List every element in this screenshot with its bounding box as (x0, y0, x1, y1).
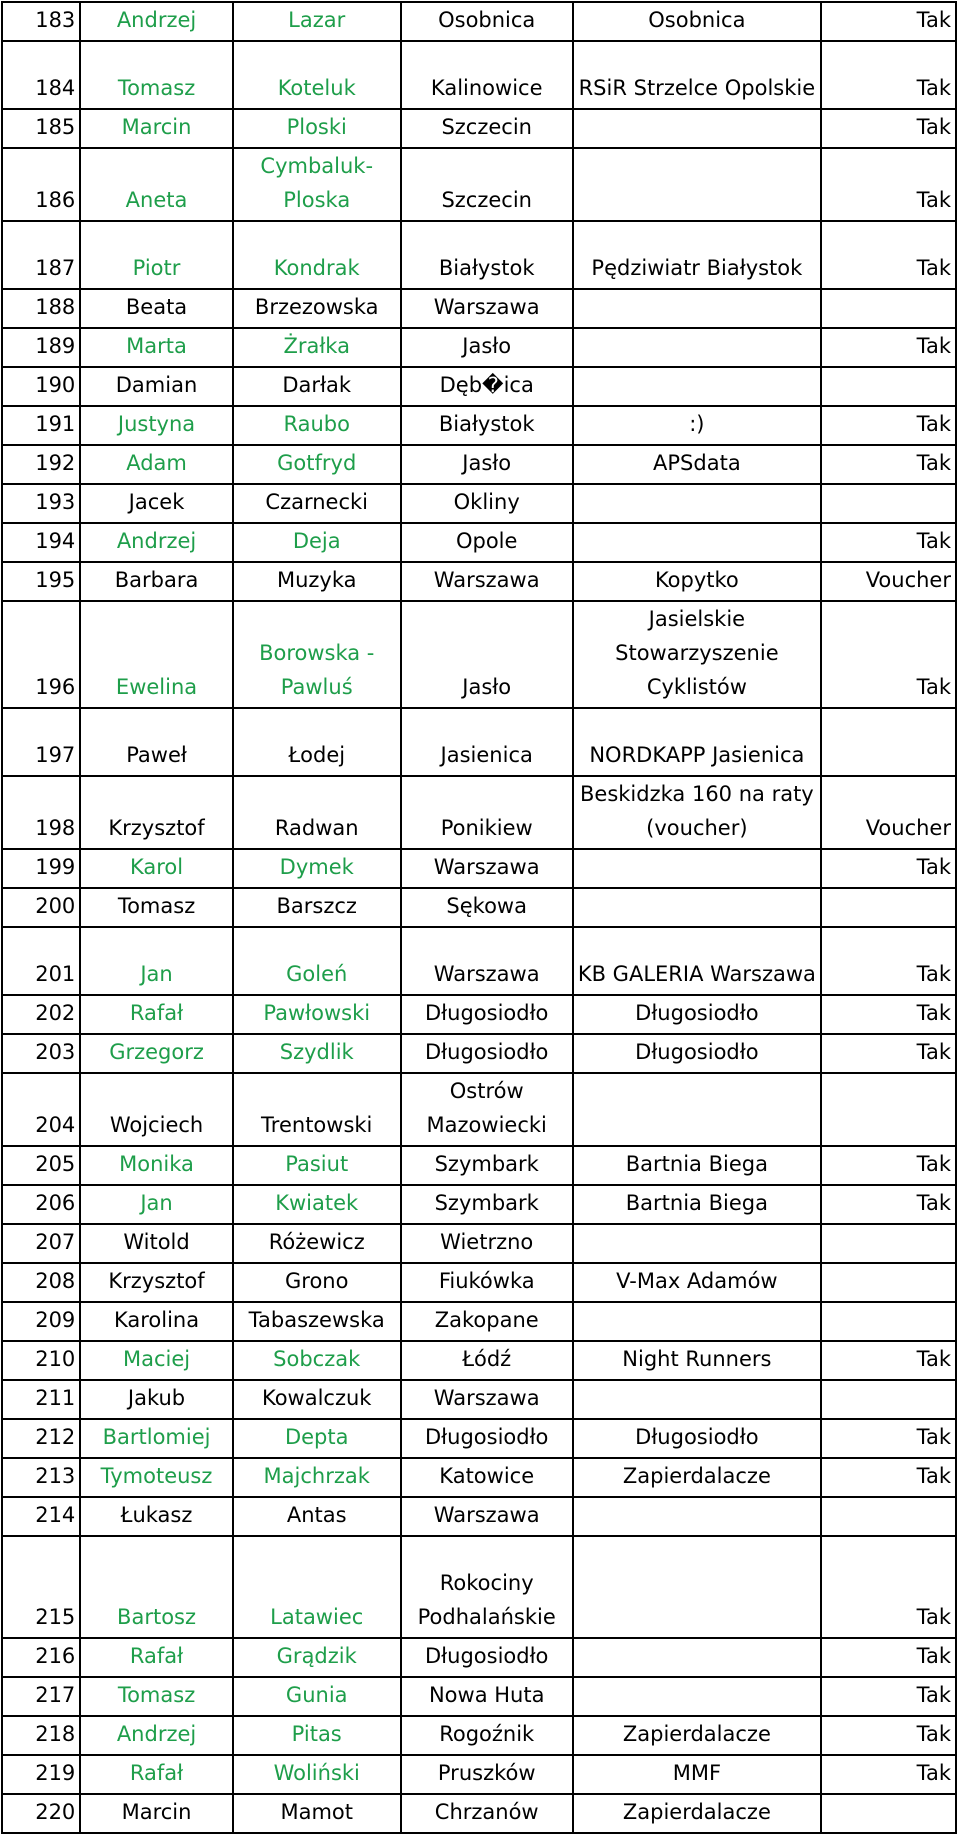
table-row (2, 1224, 956, 1263)
row-number-cell: 206 (2, 1185, 80, 1224)
club-cell: Bartnia Biega (573, 1146, 821, 1185)
club-cell (573, 148, 821, 221)
first-name-cell: Damian (80, 367, 232, 406)
club-cell (573, 888, 821, 927)
city-cell: Ponikiew (401, 776, 573, 849)
row-number-cell: 199 (2, 849, 80, 888)
city-cell: Szczecin (401, 109, 573, 148)
club-cell: Beskidzka 160 na raty (voucher) (573, 776, 821, 849)
last-name-cell: Majchrzak (233, 1458, 401, 1497)
club-cell: Długosiodło (573, 995, 821, 1034)
city-cell: Długosiodło (401, 1638, 573, 1677)
status-cell: Tak (821, 1638, 956, 1677)
city-cell: Ostrów Mazowiecki (401, 1073, 573, 1146)
first-name-cell: Jakub (80, 1380, 232, 1419)
row-number-cell: 204 (2, 1073, 80, 1146)
row-number-cell: 187 (2, 221, 80, 289)
city-cell: Długosiodło (401, 1419, 573, 1458)
row-number-cell: 195 (2, 562, 80, 601)
last-name-cell: Kwiatek (233, 1185, 401, 1224)
last-name-cell: Darłak (233, 367, 401, 406)
first-name-cell: Beata (80, 289, 232, 328)
last-name-cell: Antas (233, 1497, 401, 1536)
club-cell: Zapierdalacze (573, 1458, 821, 1497)
last-name-cell: Borowska - Pawluś (233, 601, 401, 708)
first-name-cell: Jan (80, 927, 232, 995)
status-cell (821, 708, 956, 776)
club-cell (573, 1677, 821, 1716)
row-number-cell: 201 (2, 927, 80, 995)
first-name-cell: Łukasz (80, 1497, 232, 1536)
club-cell: Jasielskie Stowarzyszenie Cyklistów (573, 601, 821, 708)
row-number-cell: 210 (2, 1341, 80, 1380)
first-name-cell: Andrzej (80, 2, 232, 41)
first-name-cell: Ewelina (80, 601, 232, 708)
first-name-cell: Marcin (80, 109, 232, 148)
club-cell: APSdata (573, 445, 821, 484)
table-row (2, 849, 956, 888)
first-name-cell: Andrzej (80, 1716, 232, 1755)
status-cell: Tak (821, 849, 956, 888)
club-cell: NORDKAPP Jasienica (573, 708, 821, 776)
row-number-cell: 183 (2, 2, 80, 41)
row-number-cell: 185 (2, 109, 80, 148)
city-cell: Wietrzno (401, 1224, 573, 1263)
row-number-cell: 220 (2, 1794, 80, 1833)
last-name-cell: Pasiut (233, 1146, 401, 1185)
first-name-cell: Justyna (80, 406, 232, 445)
last-name-cell: Żrałka (233, 328, 401, 367)
first-name-cell: Karol (80, 849, 232, 888)
table-row (2, 445, 956, 484)
first-name-cell: Marta (80, 328, 232, 367)
status-cell: Tak (821, 1419, 956, 1458)
table-row (2, 1419, 956, 1458)
last-name-cell: Deja (233, 523, 401, 562)
club-cell (573, 1224, 821, 1263)
first-name-cell: Krzysztof (80, 776, 232, 849)
table-row (2, 562, 956, 601)
last-name-cell: Kowalczuk (233, 1380, 401, 1419)
status-cell: Tak (821, 221, 956, 289)
club-cell (573, 1497, 821, 1536)
city-cell: Dęb�ica (401, 367, 573, 406)
city-cell: Warszawa (401, 927, 573, 995)
status-cell: Tak (821, 41, 956, 109)
table-row (2, 1341, 956, 1380)
status-cell: Tak (821, 445, 956, 484)
first-name-cell: Jan (80, 1185, 232, 1224)
city-cell: Osobnica (401, 2, 573, 41)
club-cell: :) (573, 406, 821, 445)
city-cell: Rokociny Podhalańskie (401, 1536, 573, 1638)
table-row (2, 1677, 956, 1716)
row-number-cell: 205 (2, 1146, 80, 1185)
first-name-cell: Tymoteusz (80, 1458, 232, 1497)
row-number-cell: 218 (2, 1716, 80, 1755)
last-name-cell: Gunia (233, 1677, 401, 1716)
club-cell: Kopytko (573, 562, 821, 601)
row-number-cell: 194 (2, 523, 80, 562)
last-name-cell: Goleń (233, 927, 401, 995)
city-cell: Zakopane (401, 1302, 573, 1341)
row-number-cell: 216 (2, 1638, 80, 1677)
last-name-cell: Brzezowska (233, 289, 401, 328)
status-cell: Tak (821, 109, 956, 148)
first-name-cell: Paweł (80, 708, 232, 776)
city-cell: Katowice (401, 1458, 573, 1497)
row-number-cell: 219 (2, 1755, 80, 1794)
city-cell: Nowa Huta (401, 1677, 573, 1716)
table-row (2, 221, 956, 289)
club-cell: Długosiodło (573, 1034, 821, 1073)
last-name-cell: Barszcz (233, 888, 401, 927)
first-name-cell: Barbara (80, 562, 232, 601)
status-cell: Tak (821, 523, 956, 562)
last-name-cell: Mamot (233, 1794, 401, 1833)
last-name-cell: Koteluk (233, 41, 401, 109)
status-cell: Tak (821, 1677, 956, 1716)
last-name-cell: Różewicz (233, 1224, 401, 1263)
club-cell: Zapierdalacze (573, 1794, 821, 1833)
row-number-cell: 191 (2, 406, 80, 445)
row-number-cell: 217 (2, 1677, 80, 1716)
city-cell: Białystok (401, 406, 573, 445)
first-name-cell: Tomasz (80, 888, 232, 927)
table-row (2, 1716, 956, 1755)
row-number-cell: 196 (2, 601, 80, 708)
last-name-cell: Raubo (233, 406, 401, 445)
city-cell: Szczecin (401, 148, 573, 221)
last-name-cell: Radwan (233, 776, 401, 849)
city-cell: Jasienica (401, 708, 573, 776)
city-cell: Fiukówka (401, 1263, 573, 1302)
last-name-cell: Sobczak (233, 1341, 401, 1380)
row-number-cell: 188 (2, 289, 80, 328)
row-number-cell: 192 (2, 445, 80, 484)
club-cell: Długosiodło (573, 1419, 821, 1458)
first-name-cell: Karolina (80, 1302, 232, 1341)
first-name-cell: Witold (80, 1224, 232, 1263)
city-cell: Opole (401, 523, 573, 562)
last-name-cell: Grono (233, 1263, 401, 1302)
table-row (2, 1497, 956, 1536)
row-number-cell: 203 (2, 1034, 80, 1073)
city-cell: Długosiodło (401, 995, 573, 1034)
last-name-cell: Depta (233, 1419, 401, 1458)
city-cell: Warszawa (401, 1380, 573, 1419)
status-cell (821, 1302, 956, 1341)
table-row (2, 776, 956, 849)
club-cell: Osobnica (573, 2, 821, 41)
last-name-cell: Muzyka (233, 562, 401, 601)
first-name-cell: Marcin (80, 1794, 232, 1833)
city-cell: Warszawa (401, 562, 573, 601)
row-number-cell: 208 (2, 1263, 80, 1302)
last-name-cell: Kondrak (233, 221, 401, 289)
club-cell: MMF (573, 1755, 821, 1794)
first-name-cell: Andrzej (80, 523, 232, 562)
last-name-cell: Tabaszewska (233, 1302, 401, 1341)
row-number-cell: 193 (2, 484, 80, 523)
status-cell: Tak (821, 1716, 956, 1755)
city-cell: Chrzanów (401, 1794, 573, 1833)
first-name-cell: Aneta (80, 148, 232, 221)
table-row (2, 148, 956, 221)
last-name-cell: Lazar (233, 2, 401, 41)
row-number-cell: 189 (2, 328, 80, 367)
table-row (2, 1185, 956, 1224)
first-name-cell: Rafał (80, 1638, 232, 1677)
club-cell: Pędziwiatr Białystok (573, 221, 821, 289)
club-cell: Night Runners (573, 1341, 821, 1380)
club-cell (573, 1536, 821, 1638)
status-cell: Tak (821, 406, 956, 445)
last-name-cell: Woliński (233, 1755, 401, 1794)
table-row (2, 2, 956, 41)
last-name-cell: Grądzik (233, 1638, 401, 1677)
table-row (2, 927, 956, 995)
club-cell (573, 289, 821, 328)
club-cell (573, 523, 821, 562)
status-cell: Tak (821, 1341, 956, 1380)
last-name-cell: Szydlik (233, 1034, 401, 1073)
table-row (2, 995, 956, 1034)
status-cell (821, 1224, 956, 1263)
club-cell (573, 1073, 821, 1146)
row-number-cell: 202 (2, 995, 80, 1034)
last-name-cell: Trentowski (233, 1073, 401, 1146)
first-name-cell: Bartlomiej (80, 1419, 232, 1458)
row-number-cell: 184 (2, 41, 80, 109)
first-name-cell: Monika (80, 1146, 232, 1185)
club-cell (573, 1638, 821, 1677)
table-row (2, 406, 956, 445)
city-cell: Rogoźnik (401, 1716, 573, 1755)
first-name-cell: Rafał (80, 1755, 232, 1794)
row-number-cell: 215 (2, 1536, 80, 1638)
club-cell: V-Max Adamów (573, 1263, 821, 1302)
status-cell: Tak (821, 328, 956, 367)
row-number-cell: 209 (2, 1302, 80, 1341)
club-cell (573, 109, 821, 148)
status-cell: Tak (821, 601, 956, 708)
table-row (2, 109, 956, 148)
row-number-cell: 197 (2, 708, 80, 776)
participants-table (1, 1, 957, 1834)
status-cell: Tak (821, 1034, 956, 1073)
row-number-cell: 200 (2, 888, 80, 927)
first-name-cell: Bartosz (80, 1536, 232, 1638)
city-cell: Jasło (401, 601, 573, 708)
club-cell (573, 367, 821, 406)
table-row (2, 1302, 956, 1341)
last-name-cell: Ploski (233, 109, 401, 148)
row-number-cell: 214 (2, 1497, 80, 1536)
city-cell: Okliny (401, 484, 573, 523)
first-name-cell: Grzegorz (80, 1034, 232, 1073)
status-cell: Tak (821, 1146, 956, 1185)
table-row (2, 1263, 956, 1302)
city-cell: Kalinowice (401, 41, 573, 109)
club-cell: Zapierdalacze (573, 1716, 821, 1755)
status-cell: Voucher (821, 776, 956, 849)
row-number-cell: 213 (2, 1458, 80, 1497)
table-row (2, 708, 956, 776)
city-cell: Warszawa (401, 1497, 573, 1536)
table-row (2, 523, 956, 562)
status-cell (821, 484, 956, 523)
club-cell (573, 849, 821, 888)
last-name-cell: Gotfryd (233, 445, 401, 484)
row-number-cell: 198 (2, 776, 80, 849)
row-number-cell: 207 (2, 1224, 80, 1263)
status-cell: Tak (821, 1536, 956, 1638)
first-name-cell: Tomasz (80, 41, 232, 109)
city-cell: Jasło (401, 328, 573, 367)
first-name-cell: Maciej (80, 1341, 232, 1380)
first-name-cell: Wojciech (80, 1073, 232, 1146)
first-name-cell: Rafał (80, 995, 232, 1034)
city-cell: Pruszków (401, 1755, 573, 1794)
status-cell (821, 1263, 956, 1302)
status-cell: Tak (821, 1458, 956, 1497)
status-cell: Voucher (821, 562, 956, 601)
table-row (2, 1638, 956, 1677)
club-cell (573, 1302, 821, 1341)
club-cell (573, 328, 821, 367)
last-name-cell: Pitas (233, 1716, 401, 1755)
table-row (2, 1146, 956, 1185)
status-cell (821, 1794, 956, 1833)
status-cell (821, 1497, 956, 1536)
table-row (2, 1073, 956, 1146)
table-row (2, 1034, 956, 1073)
city-cell: Białystok (401, 221, 573, 289)
last-name-cell: Czarnecki (233, 484, 401, 523)
last-name-cell: Pawłowski (233, 995, 401, 1034)
table-row (2, 41, 956, 109)
city-cell: Łódź (401, 1341, 573, 1380)
first-name-cell: Jacek (80, 484, 232, 523)
first-name-cell: Krzysztof (80, 1263, 232, 1302)
city-cell: Sękowa (401, 888, 573, 927)
club-cell (573, 1380, 821, 1419)
table-row (2, 888, 956, 927)
city-cell: Szymbark (401, 1146, 573, 1185)
status-cell (821, 367, 956, 406)
table-row (2, 1380, 956, 1419)
status-cell: Tak (821, 927, 956, 995)
city-cell: Długosiodło (401, 1034, 573, 1073)
status-cell: Tak (821, 1185, 956, 1224)
first-name-cell: Tomasz (80, 1677, 232, 1716)
status-cell: Tak (821, 148, 956, 221)
table-row (2, 1794, 956, 1833)
status-cell (821, 1073, 956, 1146)
row-number-cell: 211 (2, 1380, 80, 1419)
club-cell: RSiR Strzelce Opolskie (573, 41, 821, 109)
city-cell: Szymbark (401, 1185, 573, 1224)
city-cell: Warszawa (401, 849, 573, 888)
club-cell: Bartnia Biega (573, 1185, 821, 1224)
table-row (2, 289, 956, 328)
table-body (2, 2, 956, 1833)
last-name-cell: Dymek (233, 849, 401, 888)
last-name-cell: Łodej (233, 708, 401, 776)
row-number-cell: 186 (2, 148, 80, 221)
club-cell: KB GALERIA Warszawa (573, 927, 821, 995)
status-cell (821, 888, 956, 927)
first-name-cell: Adam (80, 445, 232, 484)
table-row (2, 484, 956, 523)
first-name-cell: Piotr (80, 221, 232, 289)
table-row (2, 1458, 956, 1497)
last-name-cell: Latawiec (233, 1536, 401, 1638)
status-cell (821, 1380, 956, 1419)
status-cell: Tak (821, 2, 956, 41)
status-cell: Tak (821, 995, 956, 1034)
table-row (2, 601, 956, 708)
status-cell: Tak (821, 1755, 956, 1794)
city-cell: Warszawa (401, 289, 573, 328)
table-row (2, 367, 956, 406)
table-row (2, 1755, 956, 1794)
club-cell (573, 484, 821, 523)
row-number-cell: 212 (2, 1419, 80, 1458)
table-row (2, 328, 956, 367)
table-row (2, 1536, 956, 1638)
city-cell: Jasło (401, 445, 573, 484)
row-number-cell: 190 (2, 367, 80, 406)
status-cell (821, 289, 956, 328)
last-name-cell: Cymbaluk-Ploska (233, 148, 401, 221)
